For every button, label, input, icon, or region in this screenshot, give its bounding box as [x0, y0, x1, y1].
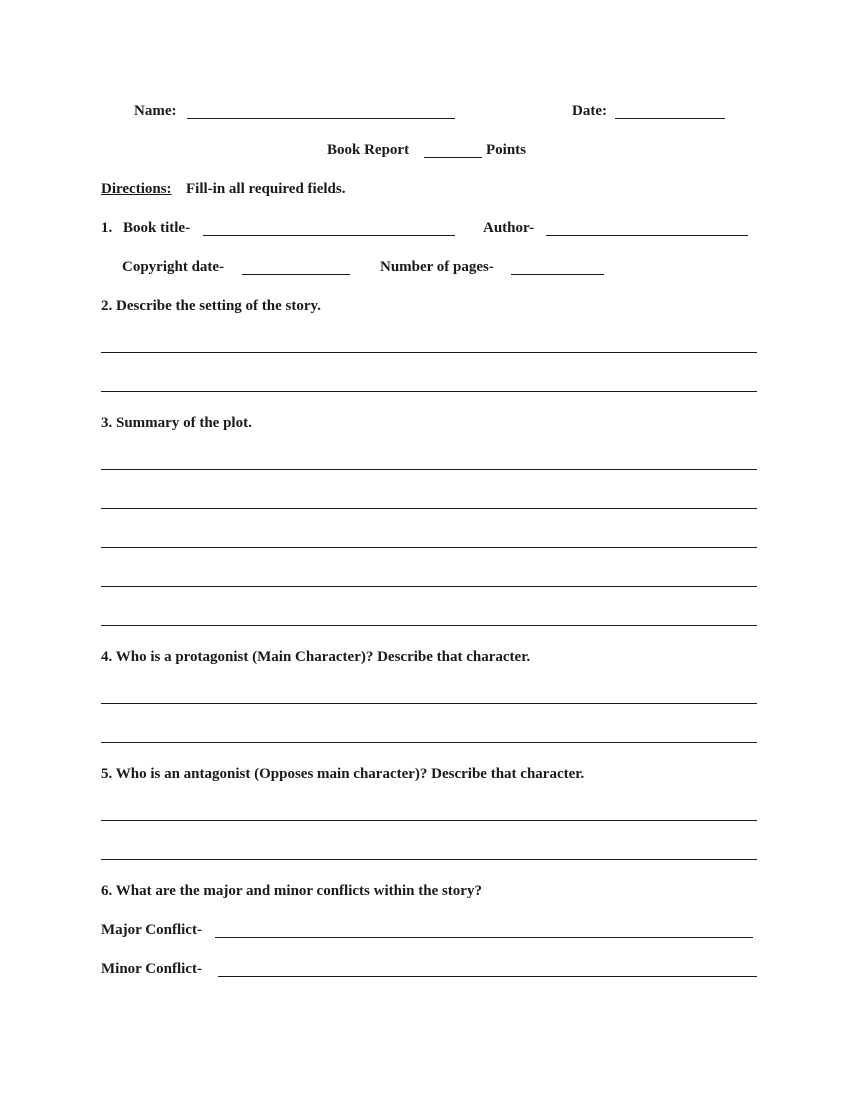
q3-answer-line[interactable]	[101, 547, 757, 548]
date-label: Date:	[572, 103, 607, 119]
points-field[interactable]	[424, 157, 482, 158]
q5-prompt: 5. Who is an antagonist (Opposes main character)? Describe that character.	[101, 766, 585, 782]
date-field[interactable]	[615, 118, 725, 119]
q1-number: 1.	[101, 220, 113, 236]
q4-answer-line[interactable]	[101, 703, 757, 704]
major-conflict-field[interactable]	[215, 937, 753, 938]
copyright-date-label: Copyright date-	[122, 259, 225, 275]
name-label: Name:	[134, 103, 177, 119]
q2-answer-line[interactable]	[101, 391, 757, 392]
q5-answer-line[interactable]	[101, 859, 757, 860]
name-field[interactable]	[187, 118, 455, 119]
number-of-pages-label: Number of pages-	[380, 259, 494, 275]
copyright-date-field[interactable]	[242, 274, 350, 275]
title-points: Points	[486, 142, 527, 158]
major-conflict-label: Major Conflict-	[101, 922, 202, 938]
author-label: Author-	[483, 220, 535, 236]
title-book-report: Book Report	[327, 142, 410, 158]
minor-conflict-label: Minor Conflict-	[101, 961, 202, 977]
book-title-field[interactable]	[203, 235, 455, 236]
book-title-label: Book title-	[123, 220, 191, 236]
q3-answer-line[interactable]	[101, 508, 757, 509]
minor-conflict-field[interactable]	[218, 976, 757, 977]
q3-answer-line[interactable]	[101, 469, 757, 470]
directions-text: Fill-in all required fields.	[186, 181, 346, 197]
q4-prompt: 4. Who is a protagonist (Main Character)? Describe that character.	[101, 649, 531, 665]
q3-answer-line[interactable]	[101, 586, 757, 587]
q5-answer-line[interactable]	[101, 820, 757, 821]
directions-label: Directions:	[101, 181, 172, 197]
q3-prompt: 3. Summary of the plot.	[101, 415, 252, 431]
number-of-pages-field[interactable]	[511, 274, 604, 275]
q6-prompt: 6. What are the major and minor conflicts within the story?	[101, 883, 482, 899]
q2-prompt: 2. Describe the setting of the story.	[101, 298, 321, 314]
q2-answer-line[interactable]	[101, 352, 757, 353]
author-field[interactable]	[546, 235, 748, 236]
q4-answer-line[interactable]	[101, 742, 757, 743]
q3-answer-line[interactable]	[101, 625, 757, 626]
